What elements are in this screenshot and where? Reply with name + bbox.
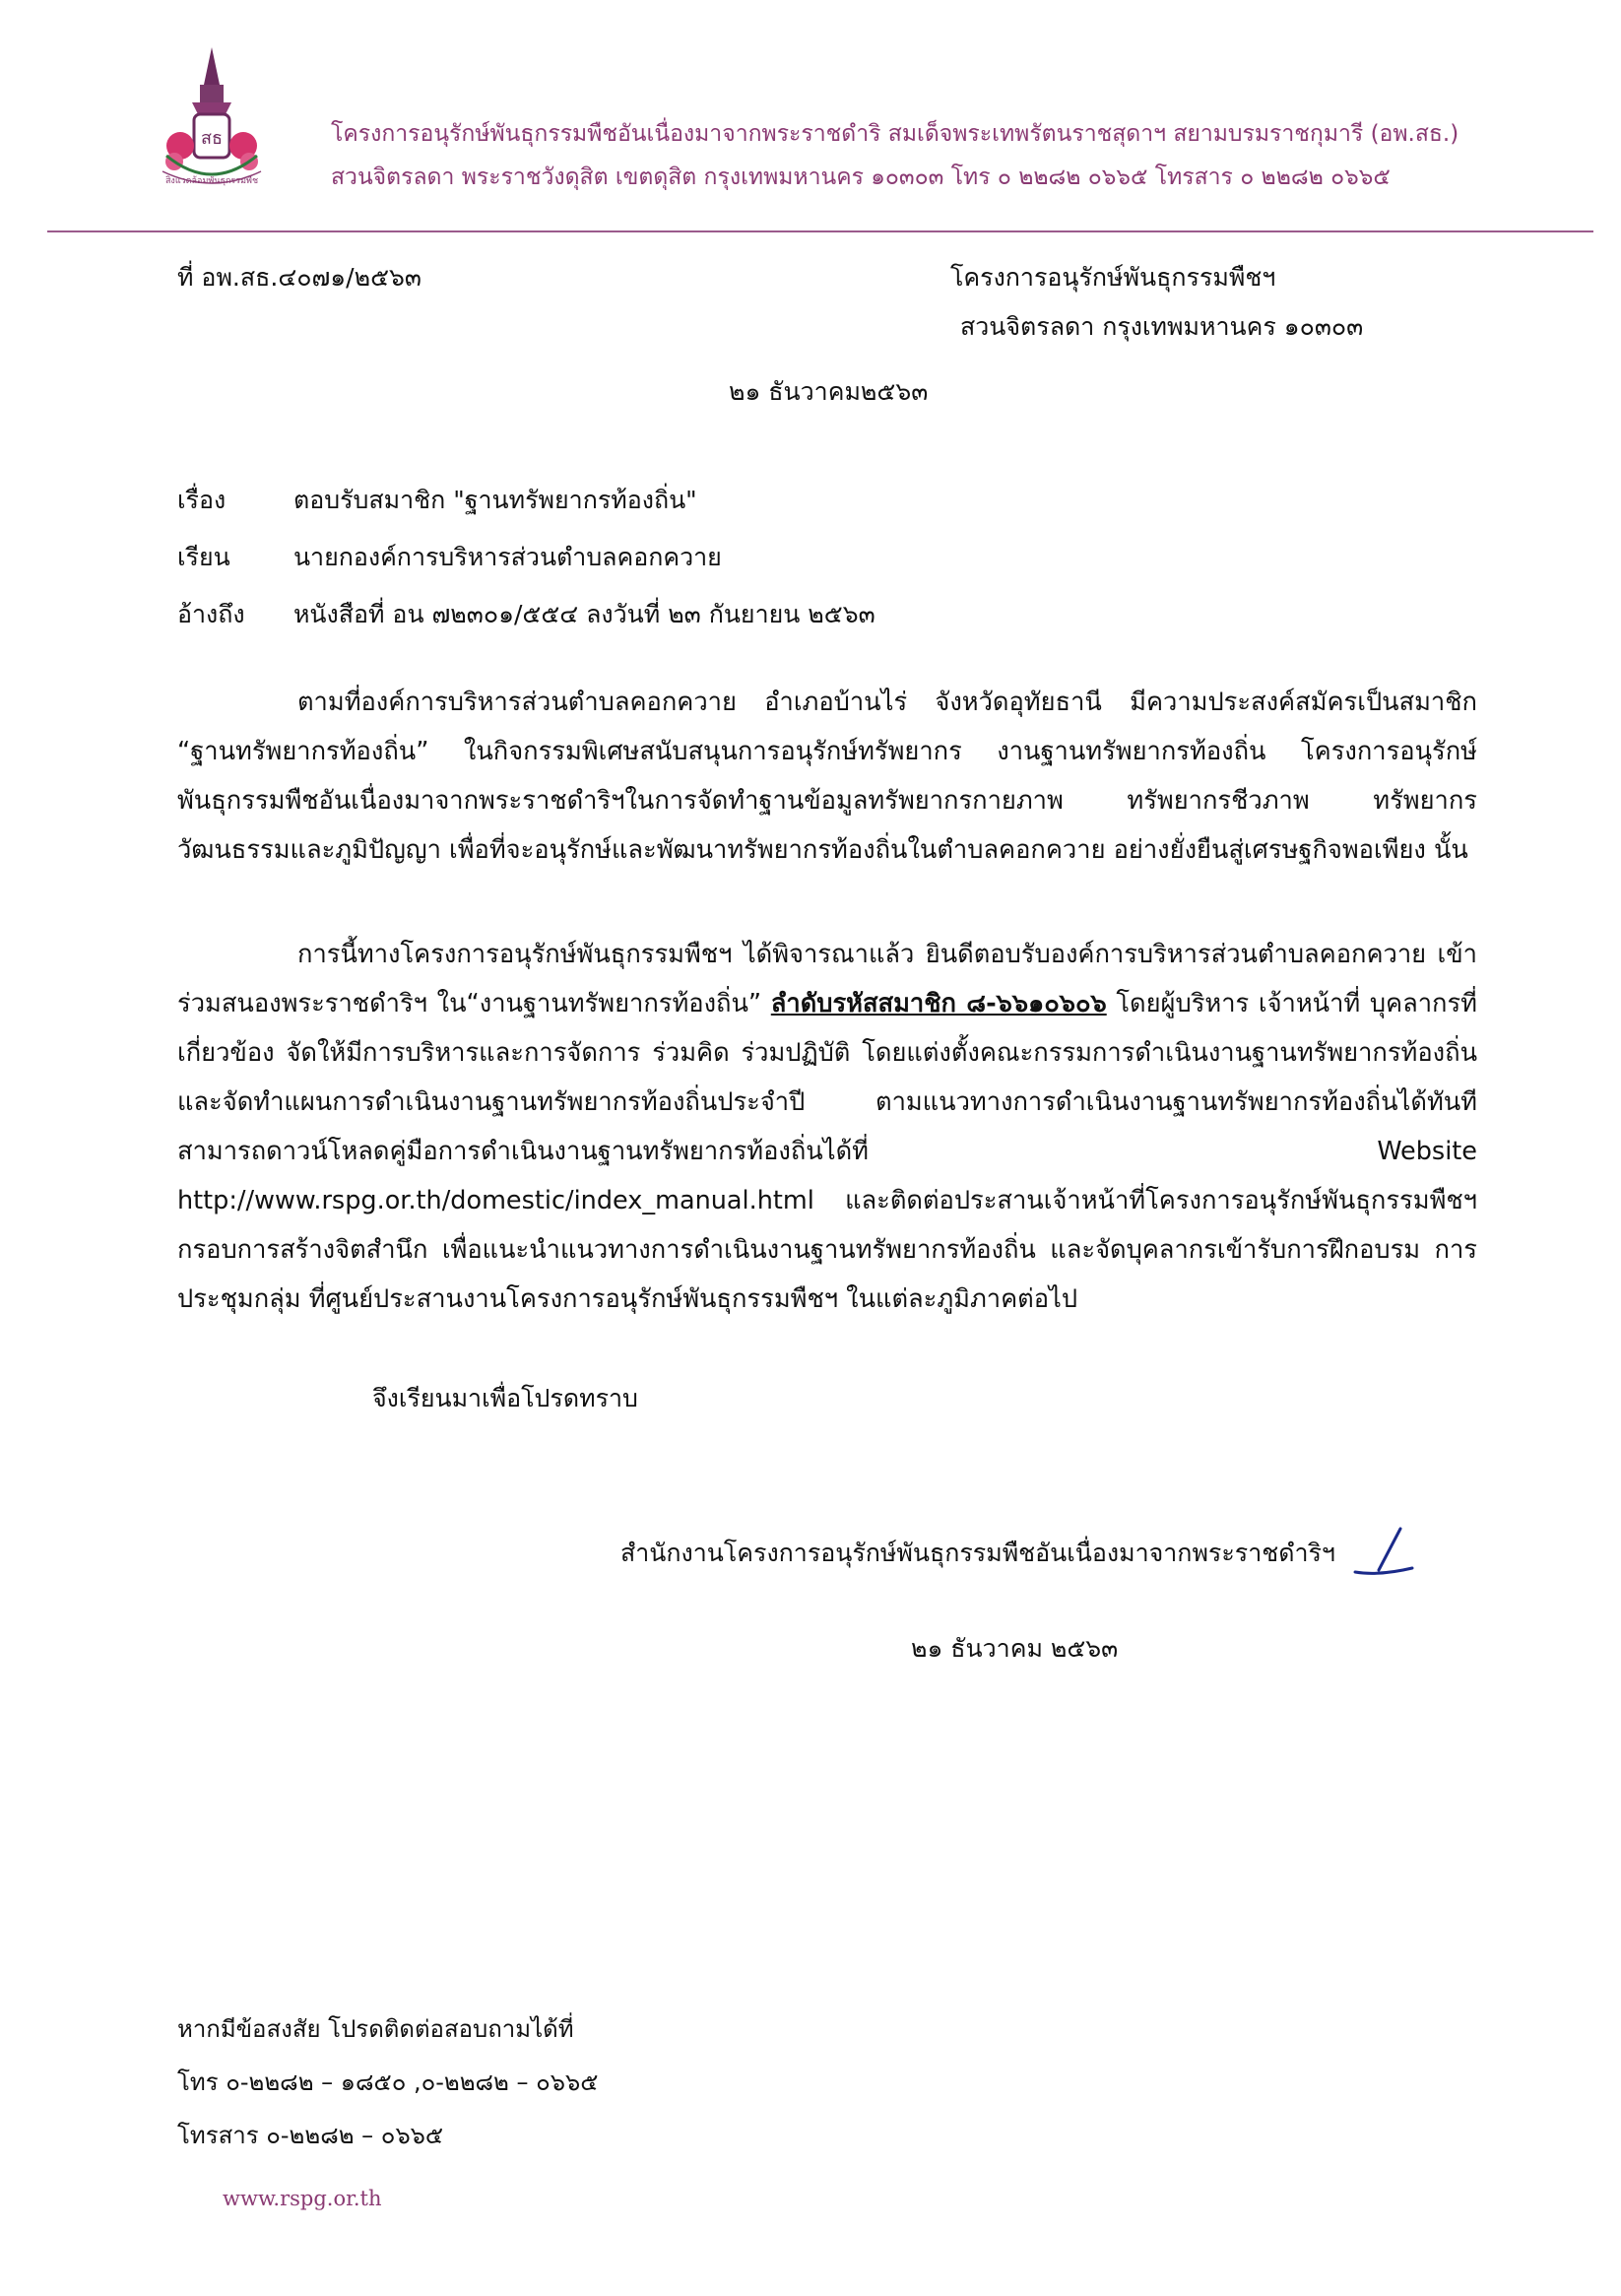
letterhead-line-2: สวนจิตรลดา พระราชวังดุสิต เขตดุสิต กรุงเทพมหานคร ๑๐๓๐๓ โทร ๐ ๒๒๘๒ ๐๖๖๕ โทรสาร ๐ ๒๒๘๒ ๐๖๖๕ bbox=[331, 164, 1391, 190]
rspg-logo bbox=[153, 45, 271, 193]
body-paragraph-2 bbox=[177, 930, 1477, 1324]
reference-label: อ้างถึง bbox=[177, 600, 245, 628]
logo-text: สิ่งแวดล้อมพันธุกรรมพืช bbox=[164, 176, 259, 186]
closing-phrase: จึงเรียนมาเพื่อโปรดทราบ bbox=[372, 1384, 638, 1412]
contact-phone: โทร ๐-๒๒๘๒ – ๑๘๕๐ ,๐-๒๒๘๒ – ๐๖๖๕ bbox=[177, 2068, 599, 2096]
letterhead-divider bbox=[47, 230, 1593, 232]
logo-emblem bbox=[153, 45, 271, 193]
paragraph-1-text: ตามที่องค์การบริหารส่วนตำบลคอกควาย อำเภอบ้านไร่ จังหวัดอุทัยธานี มีความประสงค์สมัครเป็นสมาชิก “ฐานทรัพยากรท้องถิ่น” ในกิจกรรมพิเศษสนับสนุนการอนุรักษ์ทรัพยากร งานฐานทรัพยากรท้องถิ่น โครงการอนุรักษ์พันธุกรรมพืชอันเนื่องมาจากพระราชดำริฯในการจัดทำฐานข้อมูลทรัพยากรกายภาพ ทรัพยากรชีวภาพ ทรัพยากรวัฒนธรรมและภูมิปัญญา เพื่อที่จะอนุรักษ์และพัฒนาทรัพยากรท้องถิ่นในตำบลคอกควาย อย่างยั่งยืนสู่เศรษฐกิจพอเพียง นั้น bbox=[177, 688, 1477, 865]
signature-date: ๒๑ ธันวาคม ๒๕๖๓ bbox=[911, 1634, 1119, 1663]
recipient-value: นายกองค์การบริหารส่วนตำบลคอกควาย bbox=[292, 543, 722, 571]
contact-fax: โทรสาร ๐-๒๒๘๒ – ๐๖๖๕ bbox=[177, 2122, 444, 2149]
reference-number: ที่ อพ.สธ.๔๐๗๑/๒๕๖๓ bbox=[177, 263, 421, 292]
paragraph-2-before: การนี้ทางโครงการอนุรักษ์พันธุกรรมพืชฯ ได้พิจารณาแล้ว ยินดีตอบรับองค์การบริหารส่วนตำบลคอกควาย เข้าร่วมสนองพระราชดำริฯ ใน“งานฐานทรัพยากรท้องถิ่น” bbox=[177, 940, 1477, 1018]
recipient-label: เรียน bbox=[177, 543, 230, 571]
sender-address-line-2: สวนจิตรลดา กรุงเทพมหานคร ๑๐๓๐๓ bbox=[960, 312, 1364, 341]
signature-office: สำนักงานโครงการอนุรักษ์พันธุกรรมพืชอันเนื่องมาจากพระราชดำริฯ bbox=[620, 1539, 1335, 1567]
paragraph-2-after: โดยผู้บริหาร เจ้าหน้าที่ บุคลากรที่เกี่ยวข้อง จัดให้มีการบริหารและการจัดการ ร่วมคิด ร่วมปฏิบัติ โดยแต่งตั้งคณะกรรมการดำเนินงานฐานทรัพยากรท้องถิ่น และจัดทำแผนการดำเนินงานฐานทรัพยากรท้องถิ่นประจำปี ตามแนวทางการดำเนินงานฐานทรัพยากรท้องถิ่นได้ทันที สามารถดาวน์โหลดคู่มือการดำเนินงานฐานทรัพยากรท้องถิ่นได้ที่ Website http://www.rspg.or.th/domestic/index_manual.html และติดต่อประสานเจ้าหน้าที่โครงการอนุรักษ์พันธุกรรมพืชฯ กรอบการสร้างจิตสำนึก เพื่อแนะนำแนวทางการดำเนินงานฐานทรัพยากรท้องถิ่น และจัดบุคลากรเข้ารับการฝึกอบรม การประชุมกลุ่ม ที่ศูนย์ประสานงานโครงการอนุรักษ์พันธุกรรมพืชฯ ในแต่ละภูมิภาคต่อไป bbox=[177, 989, 1477, 1314]
contact-line-1: หากมีข้อสงสัย โปรดติดต่อสอบถามได้ที่ bbox=[177, 2015, 574, 2043]
logo-monogram: สธ bbox=[201, 128, 223, 149]
letter-date: ๒๑ ธันวาคม๒๕๖๓ bbox=[729, 377, 929, 406]
footer-website-link[interactable]: www.rspg.or.th bbox=[223, 2187, 382, 2210]
sender-address-line-1: โครงการอนุรักษ์พันธุกรรมพืชฯ bbox=[950, 263, 1276, 292]
subject-value: ตอบรับสมาชิก "ฐานทรัพยากรท้องถิ่น" bbox=[292, 486, 697, 514]
reference-row bbox=[177, 595, 875, 634]
subject-label: เรื่อง bbox=[177, 486, 227, 514]
signature-mark bbox=[1349, 1525, 1418, 1584]
letterhead-line-1: โครงการอนุรักษ์พันธุกรรมพืชอันเนื่องมาจากพระราชดำริ สมเด็จพระเทพรัตนราชสุดาฯ สยามบรมราชกุมารี (อพ.สธ.) bbox=[331, 121, 1459, 147]
recipient-row bbox=[177, 538, 722, 577]
subject-row bbox=[177, 481, 697, 520]
signature-stroke bbox=[1349, 1525, 1418, 1584]
reference-value: หนังสือที่ อน ๗๒๓๐๑/๕๕๔ ลงวันที่ ๒๓ กันยายน ๒๕๖๓ bbox=[292, 600, 875, 628]
member-code: ลำดับรหัสสมาชิก ๘-๖๖๑๐๖๐๖ bbox=[770, 989, 1107, 1018]
body-paragraph-1 bbox=[177, 678, 1477, 875]
